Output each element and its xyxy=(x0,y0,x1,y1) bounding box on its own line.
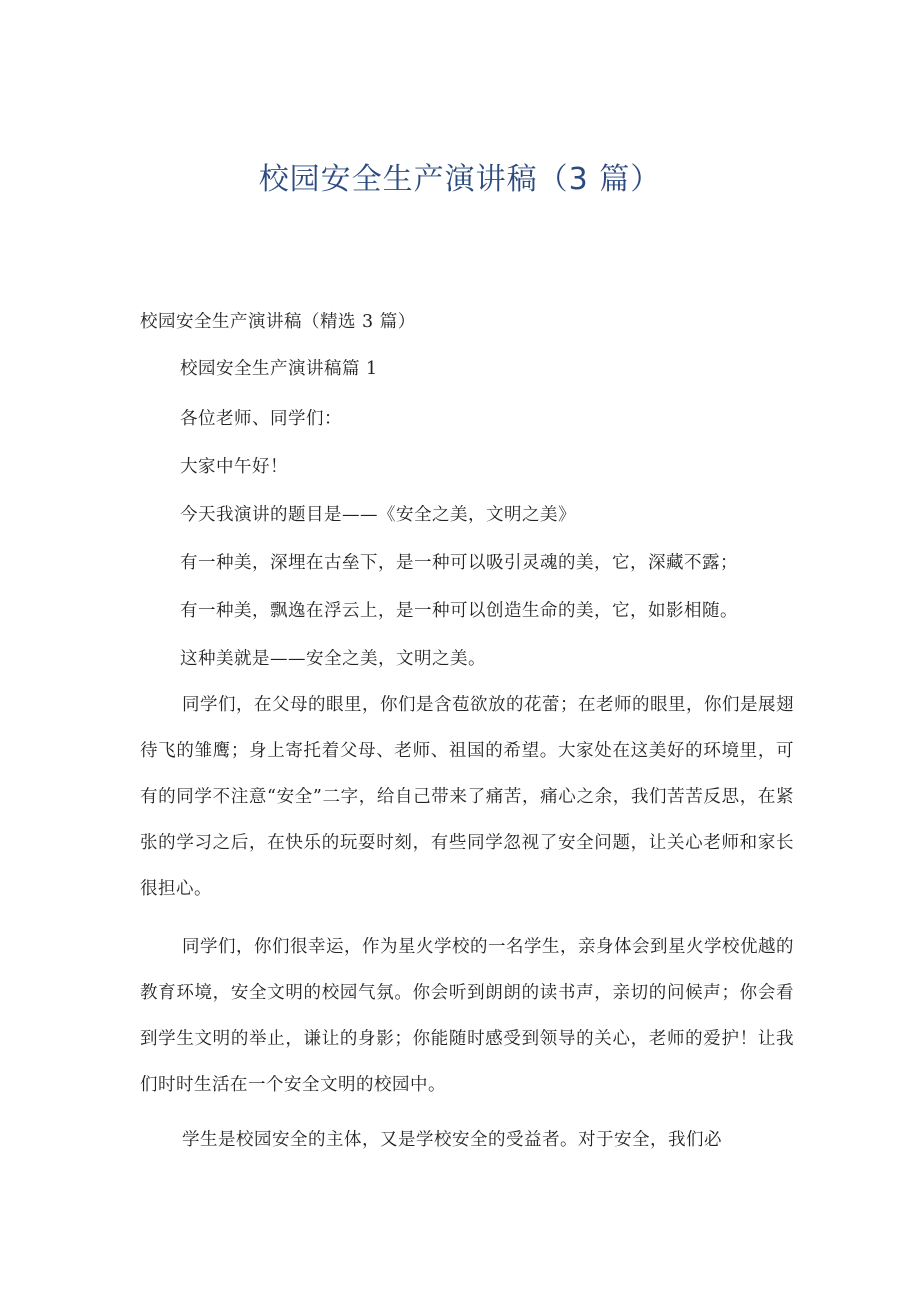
body-paragraph: 同学们，在父母的眼里，你们是含苞欲放的花蕾；在老师的眼里，你们是展翅待飞的雏鹰；身上寄托着父母、老师、祖国的希望。大家处在这美好的环境里，可有的同学不注意“安全”二字，给自己带来了痛苦，痛心之余，我们苦苦反思，在紧张的学习之后，在快乐的玩耍时刻，有些同学忽视了安全问题，让关心老师和家长很担心。 xyxy=(140,695,794,899)
greeting-line: 各位老师、同学们： xyxy=(180,409,342,429)
document-subtitle: 校园安全生产演讲稿（精选 3 篇） xyxy=(140,312,416,332)
speech-topic-line: 今天我演讲的题目是——《安全之美，文明之美》 xyxy=(180,505,576,525)
body-line: 有一种美，深埋在古垒下，是一种可以吸引灵魂的美，它，深藏不露； xyxy=(180,553,738,573)
body-line: 这种美就是——安全之美，文明之美。 xyxy=(180,649,486,669)
document-title: 校园安全生产演讲稿（3 篇） xyxy=(258,162,662,197)
body-paragraph: 学生是校园安全的主体，又是学校安全的受益者。对于安全，我们必 xyxy=(182,1130,722,1150)
section-heading: 校园安全生产演讲稿篇 1 xyxy=(180,359,378,379)
body-line: 有一种美，飘逸在浮云上，是一种可以创造生命的美，它，如影相随。 xyxy=(180,601,738,621)
greeting-line: 大家中午好！ xyxy=(180,457,288,477)
body-paragraph: 同学们，你们很幸运，作为星火学校的一名学生，亲身体会到星火学校优越的教育环境，安全文明的校园气氛。你会听到朗朗的读书声，亲切的问候声；你会看到学生文明的举止，谦让的身影；你能随时感受到领导的关心，老师的爱护！让我们时时生活在一个安全文明的校园中。 xyxy=(140,937,794,1095)
